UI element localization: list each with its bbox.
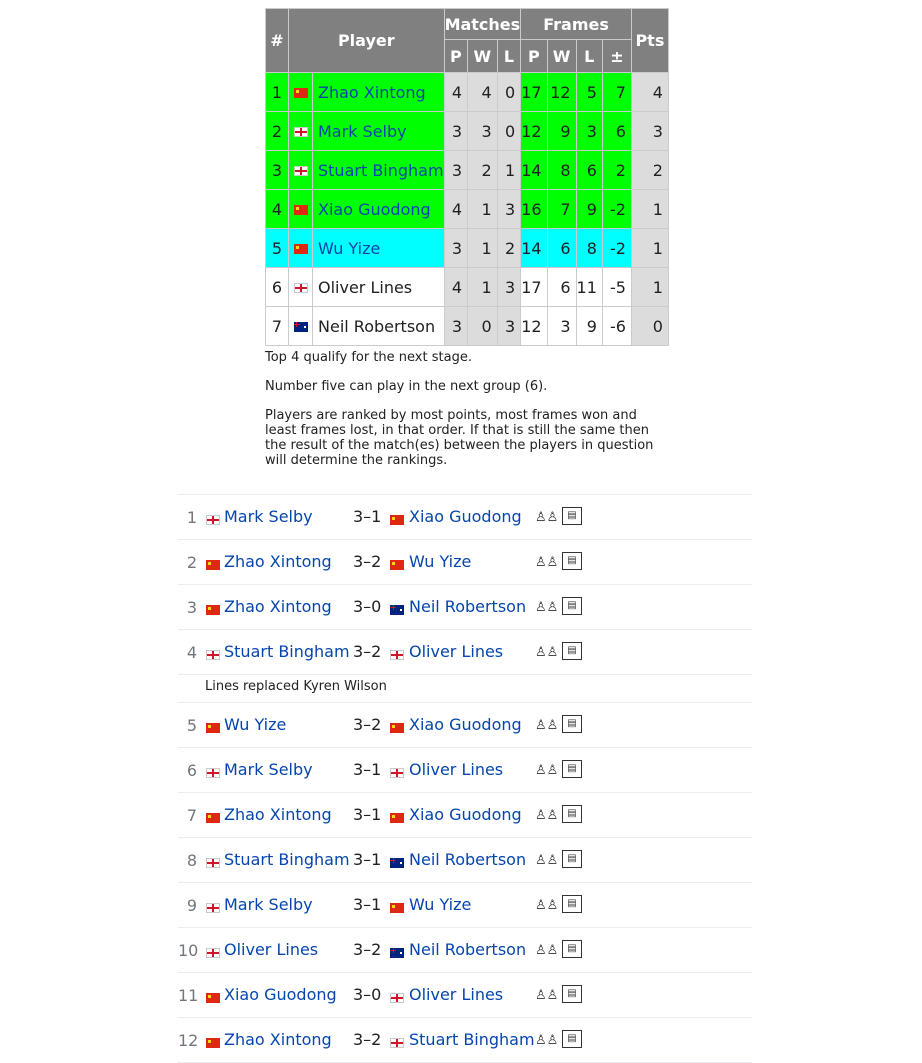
matches-won: 2 (468, 151, 498, 190)
rank-cell: 1 (266, 73, 289, 112)
match-row (178, 702, 752, 747)
head-to-head-icon[interactable]: ♙♙ (535, 898, 559, 913)
fifth-place-note: Number five can play in the next group (6). (265, 379, 548, 394)
match-report-icon[interactable]: ▤ (562, 507, 582, 525)
points: 3 (631, 112, 668, 151)
frame-difference: -5 (602, 268, 631, 307)
frames-won: 3 (547, 307, 576, 346)
match-number: 10 (178, 941, 199, 960)
match-score: 3–2 (353, 642, 382, 661)
match-row (178, 629, 752, 674)
china-flag-icon (390, 515, 404, 525)
head-to-head-icon[interactable]: ♙♙ (535, 943, 559, 958)
match-score: 3–0 (353, 597, 382, 616)
flag-cell (289, 307, 313, 346)
points: 4 (631, 73, 668, 112)
frame-difference: 6 (602, 112, 631, 151)
player-two-link[interactable]: Wu Yize (409, 895, 472, 914)
frames-won: 6 (547, 268, 576, 307)
england-flag-icon (206, 515, 220, 525)
player-one-link[interactable]: Mark Selby (224, 760, 313, 779)
frames-lost: 8 (576, 229, 602, 268)
player-two-link[interactable]: Oliver Lines (409, 760, 504, 779)
matches-won: 1 (468, 268, 498, 307)
frame-difference-header: ± (602, 40, 631, 73)
china-flag-icon (206, 993, 220, 1003)
rank-cell: 6 (266, 268, 289, 307)
match-number: 11 (178, 986, 199, 1005)
matches-played-header: P (444, 40, 467, 73)
head-to-head-icon[interactable]: ♙♙ (535, 1033, 559, 1048)
china-flag-icon (390, 560, 404, 570)
standings-row (266, 229, 669, 268)
matches-played: 4 (444, 268, 467, 307)
match-score: 3–2 (353, 552, 382, 571)
matches-won-header: W (468, 40, 498, 73)
standings-row (266, 190, 669, 229)
match-row (178, 584, 752, 629)
match-row (178, 494, 752, 539)
china-flag-icon (294, 205, 308, 215)
match-score: 3–2 (353, 1030, 382, 1049)
frames-played: 12 (521, 307, 547, 346)
head-to-head-icon[interactable]: ♙♙ (535, 988, 559, 1003)
flag-cell (289, 190, 313, 229)
player-one-link[interactable]: Wu Yize (224, 715, 287, 734)
matches-played: 3 (444, 112, 467, 151)
frames-won: 6 (547, 229, 576, 268)
matches-header: Matches (444, 9, 521, 40)
player-two-link[interactable]: Wu Yize (409, 552, 472, 571)
rank-header: # (266, 9, 289, 73)
match-report-icon[interactable]: ▤ (562, 552, 582, 570)
frames-won-header: W (547, 40, 576, 73)
match-number: 3 (186, 598, 197, 617)
rank-cell: 5 (266, 229, 289, 268)
standings-row (266, 112, 669, 151)
match-score: 3–2 (353, 715, 382, 734)
head-to-head-icon[interactable]: ♙♙ (535, 808, 559, 823)
frames-won: 9 (547, 112, 576, 151)
player-one-link[interactable]: Mark Selby (224, 895, 313, 914)
matches-lost: 1 (497, 151, 521, 190)
matches-played: 3 (444, 151, 467, 190)
player-name-link[interactable]: Xiao Guodong (318, 199, 431, 219)
frame-difference: -2 (602, 229, 631, 268)
player-two-link[interactable]: Neil Robertson (409, 940, 527, 959)
points: 1 (631, 229, 668, 268)
player-cell (313, 307, 445, 346)
matches-played: 4 (444, 73, 467, 112)
frames-played: 14 (521, 151, 547, 190)
match-number: 6 (186, 761, 197, 780)
player-cell (313, 73, 445, 112)
frames-lost: 3 (576, 112, 602, 151)
frames-lost: 5 (576, 73, 602, 112)
china-flag-icon (206, 605, 220, 615)
ranking-rules-note: Players are ranked by most points, most frames won and least frames lost, in that order. If that is still the same then the result of the match(es) between the players in question will determine the rankings. (265, 408, 654, 468)
player-cell (313, 190, 445, 229)
england-flag-icon (294, 283, 308, 293)
player-two-link[interactable]: Neil Robertson (409, 850, 527, 869)
china-flag-icon (206, 1038, 220, 1048)
frame-difference: -2 (602, 190, 631, 229)
frames-won: 7 (547, 190, 576, 229)
match-row (178, 792, 752, 837)
points: 2 (631, 151, 668, 190)
flag-cell (289, 229, 313, 268)
matches-won: 0 (468, 307, 498, 346)
australia-flag-icon (390, 858, 404, 868)
player-two-link[interactable]: Xiao Guodong (409, 507, 522, 526)
player-one-link[interactable]: Zhao Xintong (224, 1030, 332, 1049)
match-report-icon[interactable]: ▤ (562, 940, 582, 958)
player-name-link[interactable]: Neil Robertson (318, 316, 436, 336)
rank-cell: 2 (266, 112, 289, 151)
matches-won: 4 (468, 73, 498, 112)
qualify-note: Top 4 qualify for the next stage. (265, 350, 472, 365)
frames-played: 16 (521, 190, 547, 229)
match-report-icon[interactable]: ▤ (562, 642, 582, 660)
player-two-link[interactable]: Neil Robertson (409, 597, 527, 616)
match-score: 3–2 (353, 940, 382, 959)
player-one-link[interactable]: Stuart Bingham (224, 850, 350, 869)
player-one-link[interactable]: Mark Selby (224, 507, 313, 526)
match-number: 7 (186, 806, 197, 825)
frame-difference: -6 (602, 307, 631, 346)
match-number: 5 (186, 716, 197, 735)
flag-cell (289, 73, 313, 112)
match-row (178, 747, 752, 792)
player-name-link[interactable]: Wu Yize (318, 238, 381, 258)
matches-lost: 0 (497, 73, 521, 112)
match-row (178, 927, 752, 972)
player-header: Player (289, 9, 445, 73)
matches-lost-header: L (497, 40, 521, 73)
match-note-row (178, 674, 752, 702)
frames-played: 12 (521, 112, 547, 151)
match-report-icon[interactable]: ▤ (562, 895, 582, 913)
standings-row (266, 307, 669, 346)
england-flag-icon (206, 768, 220, 778)
match-number: 8 (186, 851, 197, 870)
head-to-head-icon[interactable]: ♙♙ (535, 600, 559, 615)
matches-played: 3 (444, 229, 467, 268)
frames-lost: 11 (576, 268, 602, 307)
england-flag-icon (206, 948, 220, 958)
england-flag-icon (390, 1038, 404, 1048)
australia-flag-icon (294, 322, 308, 332)
player-cell (313, 112, 445, 151)
england-flag-icon (390, 993, 404, 1003)
england-flag-icon (206, 858, 220, 868)
head-to-head-icon[interactable]: ♙♙ (535, 718, 559, 733)
match-row (178, 1017, 752, 1062)
player-name-link[interactable]: Oliver Lines (318, 277, 413, 297)
matches-lost: 3 (497, 307, 521, 346)
player-two-link[interactable]: Oliver Lines (409, 985, 504, 1004)
matches-won: 3 (468, 112, 498, 151)
points: 1 (631, 268, 668, 307)
china-flag-icon (206, 560, 220, 570)
china-flag-icon (390, 903, 404, 913)
matches-won: 1 (468, 229, 498, 268)
match-note: Lines replaced Kyren Wilson (205, 679, 387, 694)
matches-lost: 3 (497, 268, 521, 307)
match-score: 3–1 (353, 507, 382, 526)
match-number: 9 (186, 896, 197, 915)
frames-lost: 9 (576, 190, 602, 229)
china-flag-icon (206, 813, 220, 823)
frames-played: 17 (521, 73, 547, 112)
points: 0 (631, 307, 668, 346)
matches-lost: 0 (497, 112, 521, 151)
match-score: 3–1 (353, 850, 382, 869)
standings-row (266, 151, 669, 190)
frame-difference: 2 (602, 151, 631, 190)
match-score: 3–0 (353, 985, 382, 1004)
match-number: 2 (186, 553, 197, 572)
match-report-icon[interactable]: ▤ (562, 1030, 582, 1048)
notes (265, 350, 665, 482)
standings-row (266, 73, 669, 112)
frame-difference: 7 (602, 73, 631, 112)
flag-cell (289, 112, 313, 151)
england-flag-icon (206, 650, 220, 660)
head-to-head-icon[interactable]: ♙♙ (535, 645, 559, 660)
player-one-link[interactable]: Oliver Lines (224, 940, 319, 959)
flag-cell (289, 268, 313, 307)
matches-played: 3 (444, 307, 467, 346)
player-one-link[interactable]: Zhao Xintong (224, 552, 332, 571)
frames-lost: 9 (576, 307, 602, 346)
frames-won: 8 (547, 151, 576, 190)
match-score: 3–1 (353, 805, 382, 824)
china-flag-icon (294, 244, 308, 254)
head-to-head-icon[interactable]: ♙♙ (535, 555, 559, 570)
head-to-head-icon[interactable]: ♙♙ (535, 510, 559, 525)
standings-table (265, 8, 669, 346)
match-report-icon[interactable]: ▤ (562, 715, 582, 733)
player-name-link[interactable]: Zhao Xintong (318, 82, 426, 102)
player-cell (313, 229, 445, 268)
match-report-icon[interactable]: ▤ (562, 985, 582, 1003)
flag-cell (289, 151, 313, 190)
standings-row (266, 268, 669, 307)
player-name-link[interactable]: Stuart Bingham (318, 160, 444, 180)
frames-won: 12 (547, 73, 576, 112)
england-flag-icon (206, 903, 220, 913)
match-number: 4 (186, 643, 197, 662)
frames-played: 14 (521, 229, 547, 268)
match-report-icon[interactable]: ▤ (562, 597, 582, 615)
china-flag-icon (390, 813, 404, 823)
england-flag-icon (390, 768, 404, 778)
player-name-link[interactable]: Mark Selby (318, 121, 407, 141)
player-one-link[interactable]: Zhao Xintong (224, 597, 332, 616)
england-flag-icon (294, 166, 308, 176)
australia-flag-icon (390, 605, 404, 615)
match-number: 12 (178, 1031, 199, 1050)
player-two-link[interactable]: Xiao Guodong (409, 805, 522, 824)
points: 1 (631, 190, 668, 229)
frames-header: Frames (521, 9, 632, 40)
player-two-link[interactable]: Xiao Guodong (409, 715, 522, 734)
matches-won: 1 (468, 190, 498, 229)
player-two-link[interactable]: Oliver Lines (409, 642, 504, 661)
match-row (178, 837, 752, 882)
player-one-link[interactable]: Xiao Guodong (224, 985, 337, 1004)
england-flag-icon (390, 650, 404, 660)
australia-flag-icon (390, 948, 404, 958)
match-score: 3–1 (353, 760, 382, 779)
head-to-head-icon[interactable]: ♙♙ (535, 853, 559, 868)
frames-played-header: P (521, 40, 547, 73)
match-number: 1 (186, 508, 197, 527)
rank-cell: 4 (266, 190, 289, 229)
player-one-link[interactable]: Zhao Xintong (224, 805, 332, 824)
match-report-icon[interactable]: ▤ (562, 760, 582, 778)
match-row (178, 882, 752, 927)
player-cell (313, 268, 445, 307)
china-flag-icon (206, 723, 220, 733)
player-cell (313, 151, 445, 190)
head-to-head-icon[interactable]: ♙♙ (535, 763, 559, 778)
frames-played: 17 (521, 268, 547, 307)
matches-lost: 3 (497, 190, 521, 229)
frames-lost: 6 (576, 151, 602, 190)
match-row (178, 972, 752, 1017)
rank-cell: 3 (266, 151, 289, 190)
matches-list (178, 494, 752, 1063)
player-two-link[interactable]: Stuart Bingham (409, 1030, 535, 1049)
china-flag-icon (390, 723, 404, 733)
match-report-icon[interactable]: ▤ (562, 850, 582, 868)
matches-lost: 2 (497, 229, 521, 268)
frames-lost-header: L (576, 40, 602, 73)
player-one-link[interactable]: Stuart Bingham (224, 642, 350, 661)
match-report-icon[interactable]: ▤ (562, 805, 582, 823)
match-row (178, 539, 752, 584)
match-score: 3–1 (353, 895, 382, 914)
rank-cell: 7 (266, 307, 289, 346)
england-flag-icon (294, 127, 308, 137)
matches-played: 4 (444, 190, 467, 229)
points-header: Pts (631, 9, 668, 73)
china-flag-icon (294, 88, 308, 98)
